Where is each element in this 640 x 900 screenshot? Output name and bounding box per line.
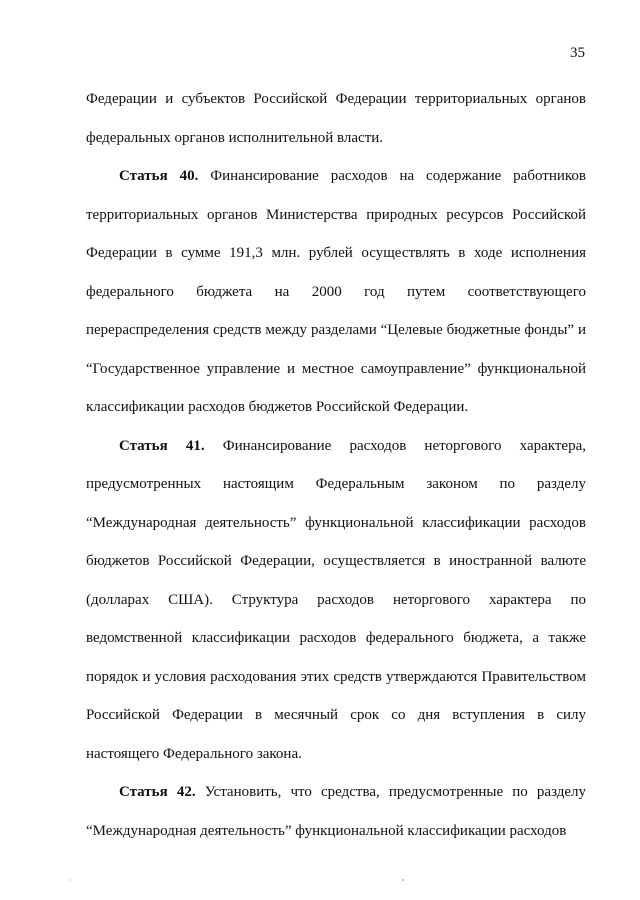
document-body [86, 80, 586, 850]
article-42-label: Статья 42. [119, 784, 196, 800]
scan-speck [402, 879, 404, 881]
article-40-paragraph [86, 157, 586, 427]
paragraph-text: Федерации и субъектов Российской Федерации территориальных органов федеральных органов исполнительной власти. [86, 91, 586, 146]
article-41-paragraph [86, 427, 586, 774]
article-40-label: Статья 40. [119, 168, 199, 184]
article-42-paragraph [86, 773, 586, 850]
article-41-text: Финансирование расходов неторгового характера, предусмотренных настоящим Федеральным законом по разделу “Международная деятельность” функциональной классификации расходов бюджетов Российской Федерации, осуществляется в иностранной валюте (долларах США). Структура расходов неторгового характера по ведомственной классификации расходов федерального бюджета, а также порядок и условия расходования этих средств утверждаются Правительством Российской Федерации в месячный срок со дня вступления в силу настоящего Федерального закона. [86, 437, 586, 762]
page-number: 35 [570, 45, 585, 61]
article-41-label: Статья 41. [119, 437, 205, 454]
article-42-text: Установить, что средства, предусмотренные по разделу “Международная деятельность” функциональной классификации расходов [86, 784, 587, 839]
article-40-text: Финансирование расходов на содержание работников территориальных органов Министерства природных ресурсов Российской Федерации в сумме 191,3 млн. рублей осуществлять в ходе исполнения федерального бюджета на 2000 год путем соответствующего перераспределения средств между разделами “Целевые бюджетные фонды” и “Государственное управление и местное самоуправление” функциональной классификации расходов бюджетов Российской Федерации. [86, 168, 586, 415]
paragraph-continuation [86, 80, 586, 157]
scan-speck [69, 879, 70, 880]
